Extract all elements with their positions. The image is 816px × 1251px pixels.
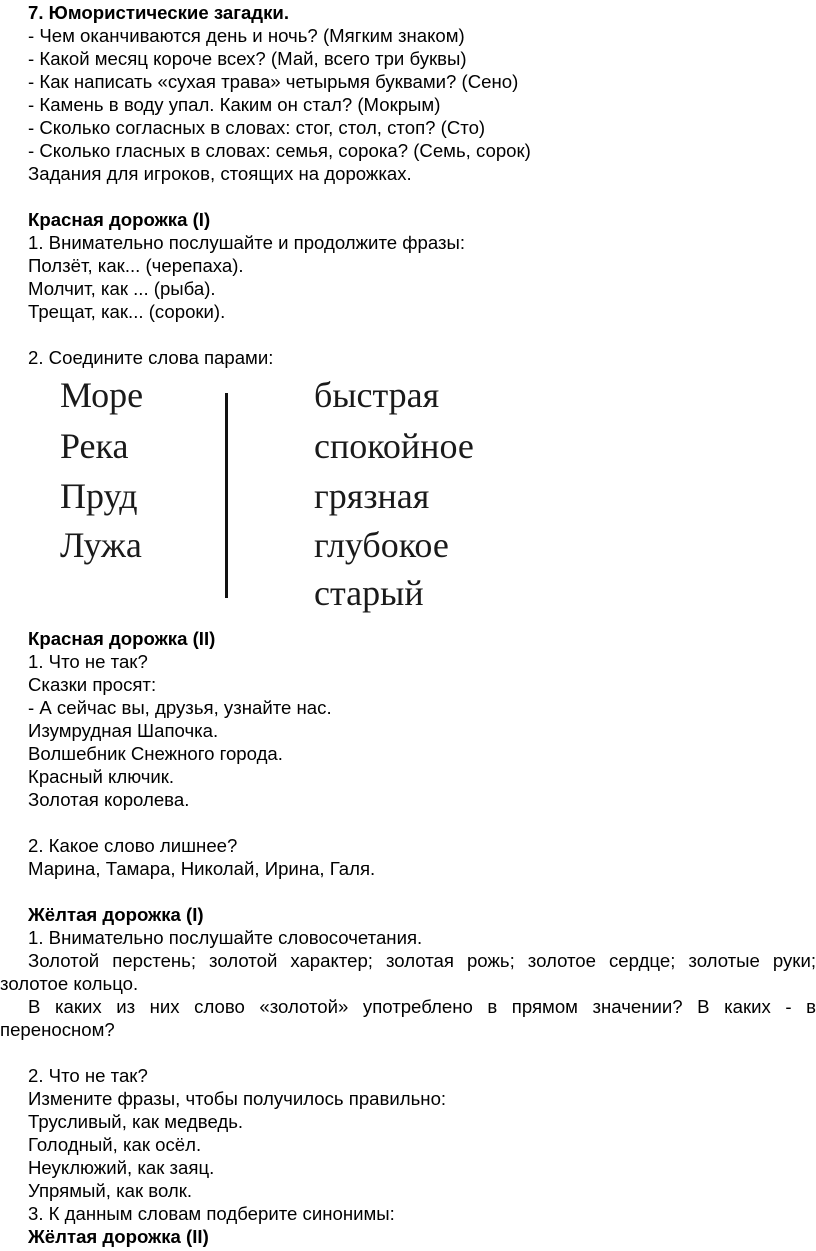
text-line: Голодный, как осёл. <box>28 1134 202 1155</box>
text-line: Золотая королева. <box>28 789 190 810</box>
text-line: Сказки просят: <box>28 674 157 695</box>
task-line: 2. Что не так? <box>28 1065 148 1086</box>
riddle-line: - Сколько гласных в словах: семья, сорока? (Семь, сорок) <box>28 140 531 161</box>
task-line: 1. Что не так? <box>28 651 148 672</box>
red-track-1-heading: Красная дорожка (I) <box>28 209 211 230</box>
left-word: Река <box>60 426 129 466</box>
text-line: Красный ключик. <box>28 766 175 787</box>
right-word: быстрая <box>314 375 440 415</box>
left-word: Пруд <box>60 476 138 516</box>
text-line: Трусливый, как медведь. <box>28 1111 244 1132</box>
paragraph-line: золотое кольцо. <box>0 973 139 994</box>
text-line: Измените фразы, чтобы получилось правильно: <box>28 1088 447 1109</box>
section-title: 7. Юмористические загадки. <box>28 2 289 23</box>
phrase-line: Молчит, как ... (рыба). <box>28 278 216 299</box>
yellow-track-1-heading: Жёлтая дорожка (I) <box>28 904 204 925</box>
right-word: старый <box>314 573 424 613</box>
right-word: глубокое <box>314 525 449 565</box>
word-pairs-figure <box>60 373 490 613</box>
riddle-line: - Камень в воду упал. Каким он стал? (Мокрым) <box>28 94 441 115</box>
phrase-line: Трещат, как... (сороки). <box>28 301 226 322</box>
text-line: Волшебник Снежного города. <box>28 743 283 764</box>
riddle-line: - Чем оканчиваются день и ночь? (Мягким знаком) <box>28 25 465 46</box>
paragraph-line: В каких из них слово «золотой» употреблено в прямом значении? В каких - в <box>28 996 816 1017</box>
task-line: 1. Внимательно послушайте и продолжите фразы: <box>28 232 466 253</box>
red-track-2-heading: Красная дорожка (II) <box>28 628 216 649</box>
text-line: Марина, Тамара, Николай, Ирина, Галя. <box>28 858 376 879</box>
riddle-line: - Сколько согласных в словах: стог, стол, стоп? (Сто) <box>28 117 486 138</box>
text-line: Изумрудная Шапочка. <box>28 720 219 741</box>
task-line: 2. Какое слово лишнее? <box>28 835 238 856</box>
task-line: 3. К данным словам подберите синонимы: <box>28 1203 395 1224</box>
tasks-intro: Задания для игроков, стоящих на дорожках. <box>28 163 412 184</box>
right-word: грязная <box>314 476 430 516</box>
right-word: спокойное <box>314 426 474 466</box>
phrase-line: Ползёт, как... (черепаха). <box>28 255 244 276</box>
text-line: - А сейчас вы, друзья, узнайте нас. <box>28 697 332 718</box>
task-line: 2. Соедините слова парами: <box>28 347 274 368</box>
yellow-track-2-heading: Жёлтая дорожка (II) <box>28 1226 209 1247</box>
paragraph-line: Золотой перстень; золотой характер; золотая рожь; золотое сердце; золотые руки; <box>28 950 816 971</box>
task-line: 1. Внимательно послушайте словосочетания. <box>28 927 423 948</box>
text-line: Неуклюжий, как заяц. <box>28 1157 215 1178</box>
riddle-line: - Как написать «сухая трава» четырьмя буквами? (Сено) <box>28 71 519 92</box>
riddle-line: - Какой месяц короче всех? (Май, всего три буквы) <box>28 48 467 69</box>
left-word: Лужа <box>60 525 142 565</box>
left-word: Море <box>60 375 144 415</box>
text-line: Упрямый, как волк. <box>28 1180 193 1201</box>
column-divider <box>225 393 228 598</box>
paragraph-line: переносном? <box>0 1019 115 1040</box>
